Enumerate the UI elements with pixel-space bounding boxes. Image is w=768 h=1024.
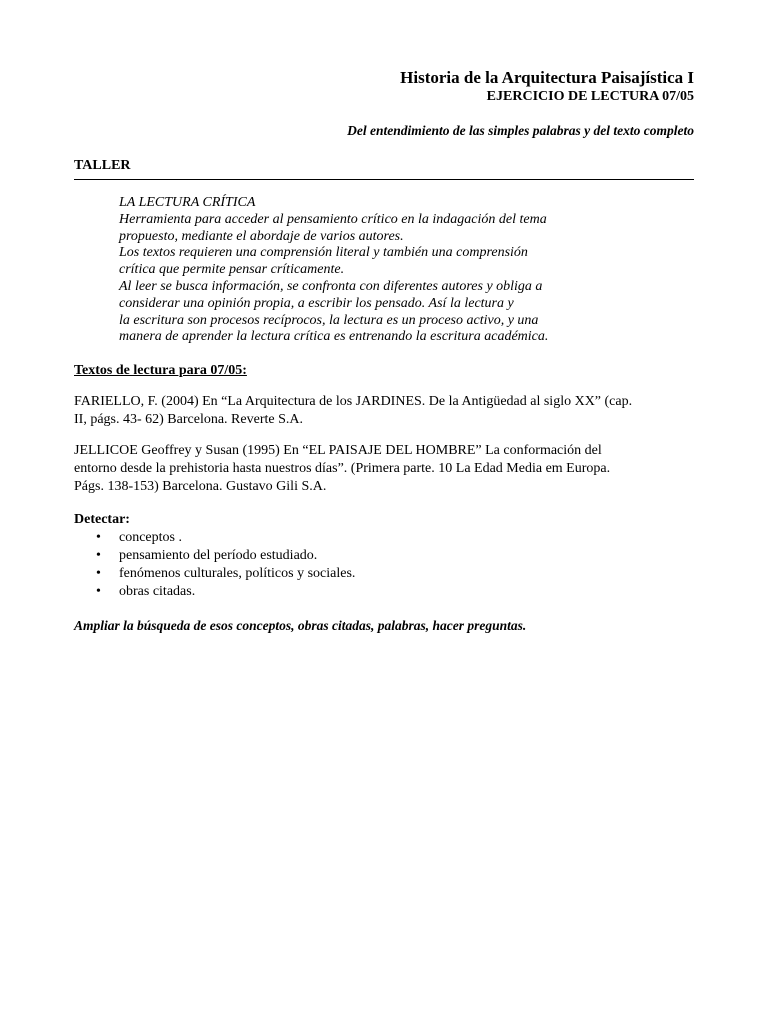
critical-reading-line: la escritura son procesos recíprocos, la lectura es un proceso activo, y una: [119, 312, 539, 328]
horizontal-rule: [74, 179, 694, 180]
list-item-text: pensamiento del período estudiado.: [119, 548, 318, 564]
exercise-subtitle: EJERCICIO DE LECTURA 07/05: [486, 89, 694, 104]
critical-reading-line: propuesto, mediante el abordaje de varios autores.: [119, 228, 404, 244]
critical-reading-line: crítica que permite pensar críticamente.: [119, 262, 345, 278]
list-item: [74, 547, 694, 565]
reference-fariello: [74, 393, 694, 429]
exercise-tagline: Del entendimiento de las simples palabras y del texto completo: [347, 123, 694, 138]
list-item-text: obras citadas.: [119, 584, 196, 600]
course-title: Historia de la Arquitectura Paisajística I: [400, 68, 694, 87]
critical-reading-line: considerar una opinión propia, a escribir los pensado. Así la lectura y: [119, 295, 514, 311]
critical-reading-line: Los textos requieren una comprensión literal y también una comprensión: [119, 245, 528, 261]
detect-label: Detectar:: [74, 512, 130, 528]
list-item-text: fenómenos culturales, políticos y sociales.: [119, 566, 356, 582]
reference-line: entorno desde la prehistoria hasta nuestros días”. (Primera parte. 10 La Edad Media em Europa.: [74, 461, 611, 477]
reference-line: JELLICOE Geoffrey y Susan (1995) En “EL PAISAJE DEL HOMBRE” La conformación del: [74, 443, 602, 459]
critical-reading-line: Al leer se busca información, se confronta con diferentes autores y obliga a: [119, 278, 543, 294]
list-item: [74, 529, 694, 547]
reference-line: Págs. 138-153) Barcelona. Gustavo Gili S.A.: [74, 479, 327, 495]
critical-reading-heading: LA LECTURA CRÍTICA: [119, 195, 256, 210]
section-label-taller: TALLER: [74, 158, 131, 173]
document-page: [74, 68, 694, 635]
closing-instruction: Ampliar la búsqueda de esos conceptos, obras citadas, palabras, hacer preguntas.: [74, 618, 527, 634]
bullet-icon: •: [96, 584, 101, 600]
document-header: [74, 68, 694, 140]
reference-line: FARIELLO, F. (2004) En “La Arquitectura de los JARDINES. De la Antigüedad al siglo XX” (cap.: [74, 394, 633, 410]
bullet-icon: •: [96, 530, 101, 546]
critical-reading-line: Herramienta para acceder al pensamiento crítico en la indagación del tema: [119, 211, 547, 227]
list-item-text: conceptos .: [119, 530, 182, 546]
bullet-icon: •: [96, 566, 101, 582]
detect-list: [74, 529, 694, 601]
list-item: [74, 583, 694, 601]
reference-jellicoe: [74, 442, 694, 496]
critical-reading-block: [119, 195, 694, 346]
critical-reading-line: manera de aprender la lectura crítica es entrenando la escritura académica.: [119, 329, 549, 345]
readings-label: Textos de lectura para 07/05:: [74, 363, 247, 379]
list-item: [74, 565, 694, 583]
bullet-icon: •: [96, 548, 101, 564]
reference-line: II, págs. 43- 62) Barcelona. Reverte S.A.: [74, 412, 303, 428]
